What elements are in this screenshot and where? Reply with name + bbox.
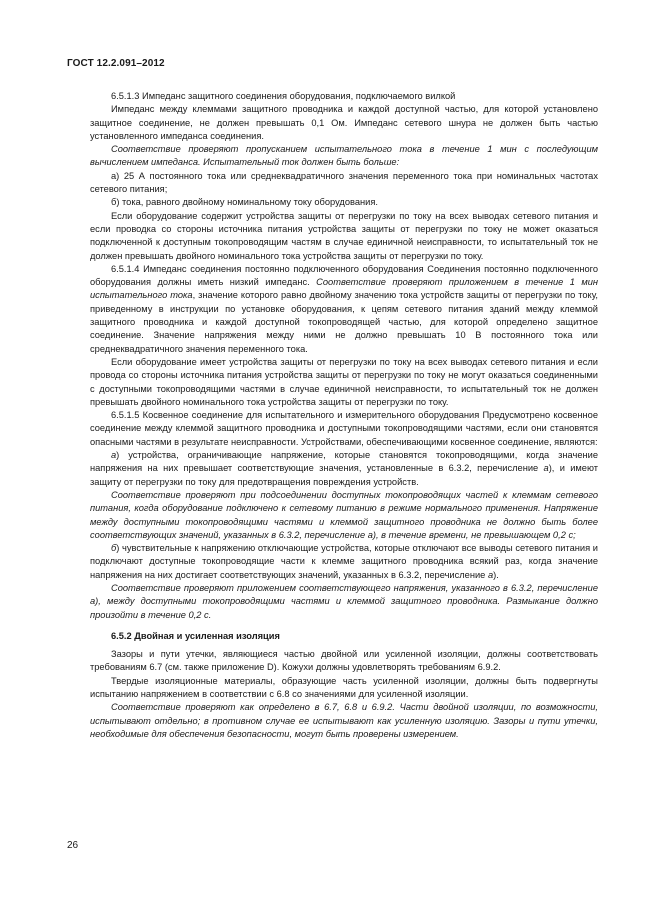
compliance-paragraph: Соответствие проверяют пропусканием испытательного тока в течение 1 мин с последующим вычислением импеданса. Испытательный ток должен быть больше: [90, 144, 598, 168]
compliance-paragraph: Соответствие проверяют как определено в 6.7, 6.8 и 6.9.2. Части двойной изоляции, по возможности, испытывают отдельно; в противном случае ее испытывают как усиленную изоляцию. Зазоры и пути утечки, необходимые для обеспечения безопасности, могут быть проверены измерением. [90, 702, 598, 739]
list-item-a [90, 449, 598, 489]
paragraph: Зазоры и пути утечки, являющиеся частью двойной или усиленной изоляции, должны соответствовать требованиям 6.7 (см. также приложение D). Кожухи должны удовлетворять требованиям 6.9.2. [90, 649, 598, 673]
paragraph: Твердые изоляционные материалы, образующие часть усиленной изоляции, должны быть подвергнуты испытанию напряжением в соответствии с 6.8 со значениями для усиленной изоляции. [90, 675, 598, 700]
list-text: ) устройства, ограничивающие напряжение, которые становятся токопроводящими, когда значение напряжения на них превышает соответствующие значения, установленные в 6.3.2, перечисление [90, 450, 598, 474]
section-heading-6-5-2: 6.5.2 Двойная и усиленная изоляция [111, 630, 280, 641]
clause-text: , значение которого равно двойному значению тока устройств защиты от перегрузки по току, приведенному в инструкции по установке оборудования, к цепям сетевого питания зданий между клеммой защитного проводника и каждой доступной токопроводящей частью, для которой определено защитное соединение. Значение напряжения между ними не должно превышать 10 В постоянного тока или среднеквадратичного значения переменного тока. [90, 290, 598, 354]
compliance-paragraph: Соответствие проверяют при подсоединении доступных токопроводящих частей к клеммам сетевого питания, когда оборудование подключено к сетевому питанию в режиме нормального применения. Напряжение между доступными токопроводящими частями и клеммой защитного проводника не должно быть более соответствующих значений, указанных в 6.3.2, перечисление а), в течение времени, не превышающем 0,2 с; [90, 489, 598, 540]
list-item-a: а) 25 А постоянного тока или среднеквадратичного значения переменного тока при номинальных частотах сетевого питания; [90, 170, 598, 195]
list-marker: а [111, 450, 117, 461]
list-ref: а [543, 463, 549, 474]
list-marker: б [111, 543, 117, 554]
list-item-b: б) тока, равного двойному номинальному току оборудования. [111, 197, 378, 208]
compliance-paragraph: Соответствие проверяют приложением соответствующего напряжения, указанного в 6.3.2, перечисление а), между доступными токопроводящими частями и клеммой защитного проводника. Размыкание должно произойти в течение 0,2 с. [90, 582, 598, 620]
paragraph: Если оборудование содержит устройства защиты от перегрузки по току на всех выводах сетевого питания и если проводка со стороны источника питания устройства защиты от перегрузки по току не может оказаться подключенной к доступным токопроводящим частям в случае единичной неисправности, то испытательный ток не должен превышать двойного номинального тока устройства защиты от перегрузки по току. [90, 210, 598, 261]
page-number: 26 [67, 840, 79, 851]
compliance-text: Соответствие проверяют приложением в течение 1 мин испытательного тока [90, 277, 598, 301]
list-text: ), и имеют защиту от перегрузки по току для предотвращения повреждения устройств. [90, 463, 598, 487]
list-item-b [90, 542, 598, 582]
document-header: ГОСТ 12.2.091–2012 [67, 58, 165, 69]
paragraph: Если оборудование имеет устройства защиты от перегрузки по току на всех выводах сетевого питания и если провода со стороны источника питания устройства защиты от перегрузки по току не могут оказаться соединенными с доступными токопроводящими частями в случае единичной неисправности, то испытательный ток не должен превышать двойного номинального тока устройства защиты от перегрузки по току. [90, 356, 598, 407]
clause-6-5-1-4 [90, 263, 598, 356]
list-ref: а [487, 569, 494, 580]
list-text: ). [493, 569, 499, 580]
paragraph: Импеданс между клеммами защитного проводника и каждой доступной частью, для которой установлено защитное соединение, не должен превышать 0,1 Ом. Импеданс сетевого шнура не должен быть частью установленного импеданса соединения. [90, 104, 598, 141]
list-text: ) чувствительные к напряжению отключающие устройства, которые отключают все выводы сетевого питания и подключают доступные токопроводящие части к клемме защитного проводника всякий раз, когда значение напряжения на них достигает соответствующих значений, указанных в 6.3.2, перечисление [90, 543, 598, 580]
document-body [90, 90, 598, 741]
clause-6-5-1-3-title: 6.5.1.3 Импеданс защитного соединения оборудования, подключаемого вилкой [111, 91, 456, 101]
clause-text: 6.5.1.4 Импеданс соединения постоянно подключенного оборудования Соединения постоянно подключенного оборудования должны иметь низкий импеданс. [90, 263, 598, 288]
clause-6-5-1-5: 6.5.1.5 Косвенное соединение для испытательного и измерительного оборудования Предусмотрено косвенное соединение между клеммой защитного проводника и доступными токопроводящими частями, если они становятся опасными частями в результате неисправности. Устройствами, обеспечивающими косвенное соединение, являются: [90, 410, 598, 447]
